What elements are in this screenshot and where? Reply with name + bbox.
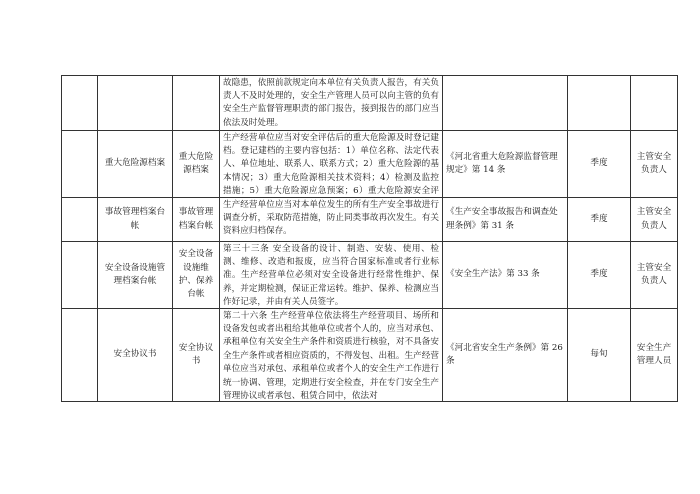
blank-cell xyxy=(62,242,98,309)
period-cell: 每旬 xyxy=(568,309,631,402)
period-cell xyxy=(568,76,631,131)
content-text: 第三十三条 安全设备的设计、制造、安装、使用、检测、维修、改造和报废，应当符合国家标准或者行业标准。生产经营单位必须对安全设备进行经常性维护、保养，并定期检测，保证正常运转。维护、保养、检测应当作好记录，并由有关人员签字。 xyxy=(223,243,439,308)
blank-cell xyxy=(62,309,98,402)
content-cell xyxy=(220,76,443,131)
basis-cell xyxy=(443,76,568,131)
period-cell: 季度 xyxy=(568,242,631,309)
category-cell xyxy=(173,76,220,131)
owner-cell: 安全生产管理人员 xyxy=(631,309,678,402)
content-cell xyxy=(220,309,443,402)
owner-cell xyxy=(631,76,678,131)
records-table xyxy=(61,75,678,402)
content-text: 生产经营单位应当对本单位发生的所有生产安全事故进行调查分析，采取防范措施，防止同类事故再次发生。有关资料应归档保存。 xyxy=(223,199,439,237)
table-row xyxy=(62,131,678,198)
content-cell xyxy=(220,198,443,242)
table-row xyxy=(62,198,678,242)
blank-cell xyxy=(98,76,173,131)
basis-cell: 《安全生产法》第 33 条 xyxy=(443,242,568,309)
category-cell: 安全设备设施管理档案台帐 xyxy=(98,242,173,309)
category-cell: 重大危险源档案 xyxy=(98,131,173,198)
table-row xyxy=(62,242,678,309)
owner-cell: 主管安全负责人 xyxy=(631,242,678,309)
table-row xyxy=(62,76,678,131)
table-row xyxy=(62,309,678,402)
content-cell xyxy=(220,242,443,309)
content-text: 生产经营单位应当对安全评估后的重大危险源及时登记建档。登记建档的主要内容包括：1）单位名称、法定代表人、单位地址、联系人、联系方式；2）重大危险源的基本情况；3）重大危险源相关技术资料；4）检测及监控措施；5）重大危险源应急预案；6）重大危险源安全评 xyxy=(223,132,439,197)
owner-cell: 主管安全负责人 xyxy=(631,198,678,242)
basis-cell: 《河北省重大危险源监督管理规定》第 14 条 xyxy=(443,131,568,198)
blank-cell xyxy=(62,76,98,131)
category-cell: 事故管理档案台帐 xyxy=(98,198,173,242)
content-cell xyxy=(220,131,443,198)
content-text: 故隐患，依照前款规定向本单位有关负责人报告，有关负责人不及时处理的，安全生产管理人员可以向主管的负有安全生产监督管理职责的部门报告，接到报告的部门应当依法及时处理。 xyxy=(223,77,439,128)
subcategory-cell: 事故管理档案台帐 xyxy=(173,198,220,242)
blank-cell xyxy=(62,198,98,242)
subcategory-cell: 安全设备设施维护、保养台帐 xyxy=(173,242,220,309)
content-text: 第二十六条 生产经营单位依法将生产经营项目、场所和设备发包或者出租给其他单位或者个人的，应当对承包、承租单位有关安全生产条件和资质进行核验，对不具备安全生产条件或者相应资质的，不得发包、出租。生产经营单位应当对承包、承租单位或者个人的安全生产工作进行统一协调、管理，定期进行安全检查，并在专门安全生产管理协议或者承包、租赁合同中，依法对 xyxy=(223,310,439,401)
period-cell: 季度 xyxy=(568,131,631,198)
subcategory-cell: 安全协议书 xyxy=(173,309,220,402)
basis-cell: 《生产安全事故报告和调查处理条例》第 31 条 xyxy=(443,198,568,242)
blank-cell xyxy=(62,131,98,198)
subcategory-cell: 重大危险源档案 xyxy=(173,131,220,198)
owner-cell: 主管安全负责人 xyxy=(631,131,678,198)
category-cell: 安全协议书 xyxy=(98,309,173,402)
basis-cell: 《河北省安全生产条例》第 26 条 xyxy=(443,309,568,402)
period-cell: 季度 xyxy=(568,198,631,242)
